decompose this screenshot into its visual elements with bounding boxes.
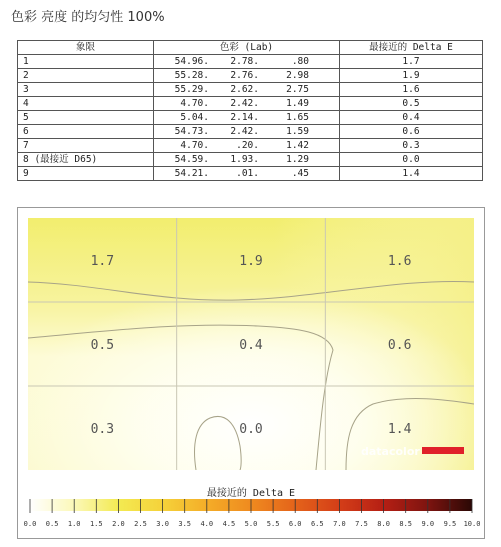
delta-e-color-legend <box>18 496 484 536</box>
lab-component: 2.42. <box>230 98 259 109</box>
lab-component: 2.42. <box>230 126 259 137</box>
lab-value-cell <box>154 83 340 97</box>
heatmap-cell-label: 1.7 <box>90 254 115 269</box>
table-row <box>18 69 483 83</box>
lab-component: 1.42 <box>286 140 309 151</box>
uniformity-heatmap <box>28 218 474 470</box>
heatmap-cell-label: 0.6 <box>387 338 412 353</box>
delta-e-cell: 1.4 <box>340 167 483 181</box>
lab-component: 2.78. <box>230 56 259 67</box>
legend-tick-label: 1.0 <box>67 520 81 528</box>
uniformity-table <box>17 40 483 181</box>
lab-value-cell <box>154 153 340 167</box>
quadrant-cell: 9 <box>18 167 154 181</box>
table-row <box>18 55 483 69</box>
column-header-lab: 色彩 (Lab) <box>154 41 340 55</box>
lab-component: 1.65 <box>286 112 309 123</box>
quadrant-cell: 4 <box>18 97 154 111</box>
lab-component: 2.62. <box>230 84 259 95</box>
lab-component: .20. <box>236 140 259 151</box>
lab-component: 2.98 <box>286 70 309 81</box>
heatmap-cell-label: 1.4 <box>387 422 412 437</box>
page-title: 色彩 亮度 的均匀性 100% <box>11 10 165 25</box>
legend-tick-label: 3.5 <box>178 520 192 528</box>
heatmap-cell-label: 1.6 <box>387 254 412 269</box>
lab-value-cell <box>154 111 340 125</box>
table-row <box>18 167 483 181</box>
table-row <box>18 153 483 167</box>
heatmap-cell-label: 0.5 <box>90 338 115 353</box>
lab-component: 54.73. <box>174 126 209 137</box>
lab-value-cell <box>154 55 340 69</box>
lab-component: 55.28. <box>174 70 209 81</box>
table-row <box>18 83 483 97</box>
legend-tick-label: 6.0 <box>288 520 302 528</box>
quadrant-cell: 2 <box>18 69 154 83</box>
lab-value-cell <box>154 139 340 153</box>
table-row <box>18 97 483 111</box>
quadrant-cell: 7 <box>18 139 154 153</box>
legend-tick-label: 7.0 <box>333 520 346 528</box>
lab-component: 5.04. <box>180 112 209 123</box>
delta-e-cell: 0.0 <box>340 153 483 167</box>
heatmap-cell-label: 0.4 <box>239 338 263 353</box>
lab-component: 1.59 <box>286 126 309 137</box>
legend-tick-label: 4.0 <box>200 520 214 528</box>
lab-component: 4.70. <box>180 98 209 109</box>
column-header-delta-e: 最接近的 Delta E <box>340 41 483 55</box>
lab-component: 1.29 <box>286 154 309 165</box>
legend-tick-label: 3.0 <box>156 520 169 528</box>
legend-tick-label: 0.5 <box>45 520 59 528</box>
lab-component: .80 <box>291 56 309 67</box>
table-row <box>18 139 483 153</box>
delta-e-cell: 0.4 <box>340 111 483 125</box>
lab-value-cell <box>154 69 340 83</box>
legend-tick-label: 1.5 <box>89 520 103 528</box>
table-body <box>18 55 483 181</box>
lab-value-cell <box>154 97 340 111</box>
legend-tick-label: 4.5 <box>222 520 236 528</box>
lab-component: 2.76. <box>230 70 259 81</box>
lab-component: 2.14. <box>230 112 259 123</box>
lab-value-cell <box>154 125 340 139</box>
quadrant-cell: 3 <box>18 83 154 97</box>
delta-e-cell: 1.6 <box>340 83 483 97</box>
legend-tick-label: 2.5 <box>134 520 147 528</box>
legend-tick-label: 5.0 <box>244 520 258 528</box>
column-header-quadrant: 象限 <box>18 41 154 55</box>
legend-tick-label: 5.5 <box>266 520 280 528</box>
table-row <box>18 125 483 139</box>
legend-title: 最接近的 Delta E <box>206 488 296 499</box>
legend-tick-label: 2.0 <box>112 520 125 528</box>
heatmap-cell-label: 1.9 <box>239 254 263 269</box>
legend-tick-label: 10.0 <box>463 520 481 528</box>
quadrant-cell: 8 (最接近 D65) <box>18 153 154 167</box>
table-header-row <box>18 41 483 55</box>
table-row <box>18 111 483 125</box>
lab-component: 1.49 <box>286 98 309 109</box>
delta-e-cell: 1.7 <box>340 55 483 69</box>
heatmap-cell-label: 0.3 <box>90 422 115 437</box>
legend-tick-label: 6.5 <box>310 520 324 528</box>
quadrant-cell: 5 <box>18 111 154 125</box>
lab-component: 54.96. <box>174 56 209 67</box>
delta-e-cell: 0.3 <box>340 139 483 153</box>
uniformity-map-panel <box>17 207 485 539</box>
legend-tick-label: 9.0 <box>421 520 435 528</box>
lab-component: 1.93. <box>230 154 259 165</box>
legend-tick-label: 9.5 <box>443 520 457 528</box>
legend-tick-label: 7.5 <box>355 520 368 528</box>
lab-component: 4.70. <box>180 140 209 151</box>
delta-e-cell: 0.5 <box>340 97 483 111</box>
quadrant-cell: 6 <box>18 125 154 139</box>
lab-component: 54.59. <box>174 154 209 165</box>
lab-component: .45 <box>291 168 309 179</box>
lab-component: 54.21. <box>174 168 209 179</box>
lab-component: 2.75 <box>286 84 309 95</box>
lab-component: .01. <box>236 168 259 179</box>
legend-tick-label: 8.0 <box>377 520 390 528</box>
datacolor-brand-bar <box>422 447 464 454</box>
legend-tick-label: 8.5 <box>399 520 413 528</box>
heatmap-cell-label: 0.0 <box>239 422 263 437</box>
datacolor-watermark: datacolor <box>361 445 420 458</box>
lab-component: 55.29. <box>174 84 209 95</box>
delta-e-cell: 0.6 <box>340 125 483 139</box>
legend-tick-label: 0.0 <box>23 520 37 528</box>
delta-e-cell: 1.9 <box>340 69 483 83</box>
quadrant-cell: 1 <box>18 55 154 69</box>
lab-value-cell <box>154 167 340 181</box>
